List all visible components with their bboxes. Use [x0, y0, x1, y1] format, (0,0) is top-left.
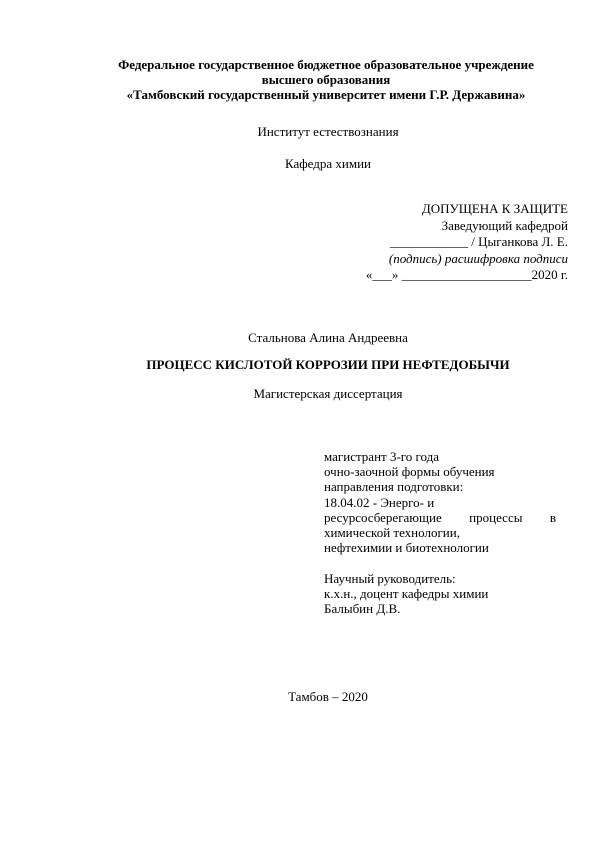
student-info-line: направления подготовки: [324, 479, 464, 495]
thesis-type: Магистерская диссертация [253, 386, 403, 401]
student-info-line: нефтехимии и биотехнологии [324, 540, 489, 556]
institute-name: Институт естествознания [257, 124, 399, 139]
student-info-block [324, 449, 556, 616]
approval-block [268, 201, 568, 284]
thesis-title: ПРОЦЕСС КИСЛОТОЙ КОРРОЗИИ ПРИ НЕФТЕДОБЫЧИ [146, 357, 510, 372]
approval-signature-line: ____________ / Цыганкова Л. Е. [390, 234, 568, 249]
student-info-line: химической технологии, [324, 525, 460, 541]
approval-heading: ДОПУЩЕНА К ЗАЩИТЕ [421, 201, 568, 216]
organization-header [45, 57, 595, 102]
department-name: Кафедра химии [284, 156, 372, 171]
supervisor-name: Балыбин Д.В. [324, 601, 401, 617]
student-info-line: очно-заочной формы обучения [324, 464, 495, 480]
student-info-line: 18.04.02 - Энерго- и [324, 494, 435, 510]
student-info-line: магистрант 3-го года [324, 449, 440, 464]
approval-signature-caption: (подпись) расшифровка подписи [388, 250, 568, 266]
supervisor-heading: Научный руководитель: [324, 570, 456, 586]
org-line-3: «Тамбовский государственный университет имени Г.Р. Державина» [126, 87, 526, 102]
org-line-1: Федеральное государственное бюджетное образовательное учреждение [118, 57, 534, 72]
supervisor-title: к.х.н., доцент кафедры химии [324, 585, 489, 601]
spacer [324, 555, 556, 570]
author-name: Стальнова Алина Андреевна [248, 330, 408, 345]
student-info-line: ресурсосберегающие процессы в [324, 509, 556, 525]
city-year: Тамбов – 2020 [288, 689, 368, 704]
approval-date-line: «___» ____________________2020 г. [365, 267, 568, 282]
org-line-2: высшего образования [261, 72, 391, 87]
approval-position: Заведующий кафедрой [441, 217, 568, 233]
